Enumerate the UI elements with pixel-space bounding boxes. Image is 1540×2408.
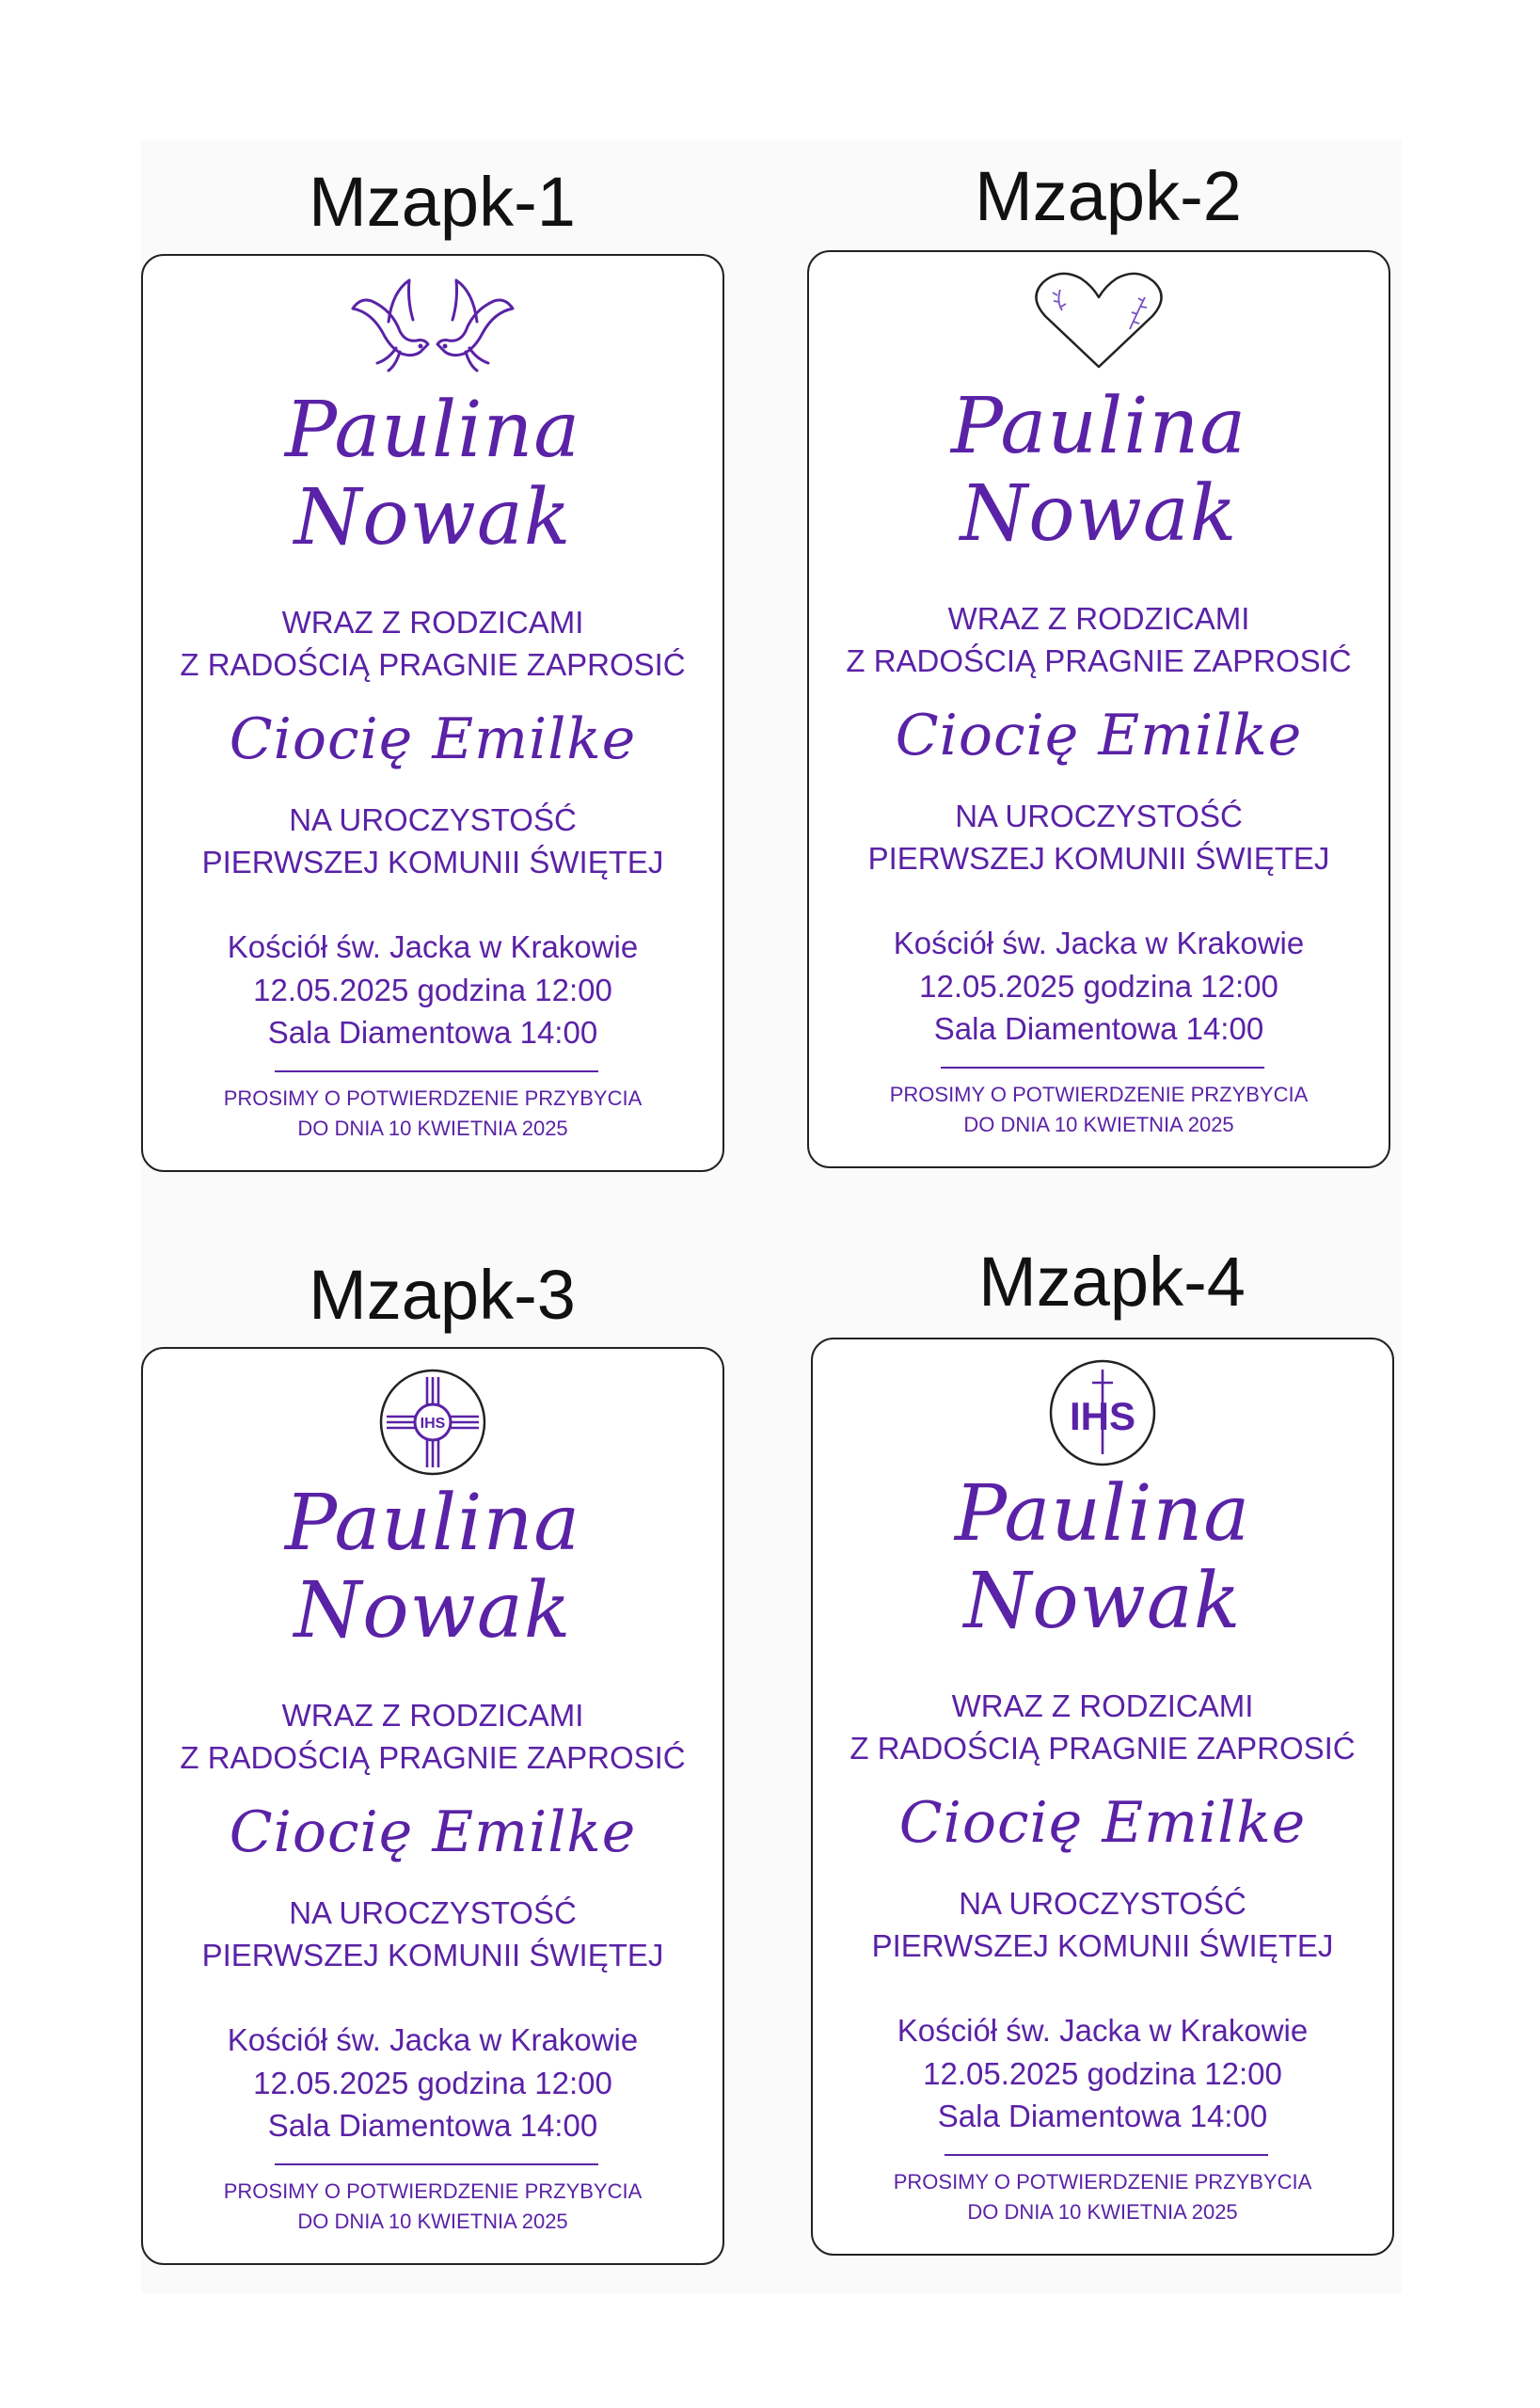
rsvp-text: PROSIMY O POTWIERDZENIE PRZYBYCIA DO DNIA 10 KWIETNIA 2025 xyxy=(223,2179,643,2233)
divider xyxy=(945,2154,1268,2156)
invitation-card xyxy=(807,250,1390,1168)
child-first-name: Paulina xyxy=(284,386,581,475)
ihs-monogram-icon xyxy=(813,1356,1392,1469)
event-text: NA UROCZYSTOŚĆ PIERWSZEJ KOMUNII ŚWIĘTEJ xyxy=(867,799,1330,876)
venue-details: Kościół św. Jacka w Krakowie 12.05.2025 godzina 12:00 Sala Diamentowa 14:00 xyxy=(227,2022,639,2144)
guest-name: Ciocię Emilke xyxy=(229,706,637,772)
event-text: NA UROCZYSTOŚĆ PIERWSZEJ KOMUNII ŚWIĘTEJ xyxy=(871,1886,1334,1963)
divider xyxy=(941,1067,1264,1069)
svg-text:IHS: IHS xyxy=(1069,1394,1136,1438)
child-first-name: Paulina xyxy=(284,1479,581,1568)
design-title: Mzapk-2 xyxy=(975,157,1242,235)
event-text: NA UROCZYSTOŚĆ PIERWSZEJ KOMUNII ŚWIĘTEJ xyxy=(201,802,664,879)
venue-details: Kościół św. Jacka w Krakowie 12.05.2025 godzina 12:00 Sala Diamentowa 14:00 xyxy=(897,2013,1309,2134)
child-last-name: Nowak xyxy=(294,1566,572,1656)
doves-icon xyxy=(143,273,722,386)
child-first-name: Paulina xyxy=(954,1469,1251,1559)
design-title: Mzapk-3 xyxy=(309,1256,576,1334)
rsvp-text: PROSIMY O POTWIERDZENIE PRZYBYCIA DO DNIA 10 KWIETNIA 2025 xyxy=(889,1083,1309,1136)
divider xyxy=(275,2163,598,2165)
child-last-name: Nowak xyxy=(963,1557,1242,1646)
guest-name: Ciocię Emilke xyxy=(898,1790,1307,1856)
product-sheet xyxy=(141,139,1402,2293)
guest-name: Ciocię Emilke xyxy=(895,703,1303,768)
invitation-card xyxy=(141,254,724,1172)
child-last-name: Nowak xyxy=(294,473,572,562)
venue-details: Kościół św. Jacka w Krakowie 12.05.2025 godzina 12:00 Sala Diamentowa 14:00 xyxy=(227,929,639,1051)
design-title: Mzapk-4 xyxy=(978,1243,1246,1321)
invitation-card xyxy=(811,1338,1394,2256)
ihs-cross-icon xyxy=(143,1366,722,1479)
invite-text: WRAZ Z RODZICAMI Z RADOŚCIĄ PRAGNIE ZAPROSIĆ xyxy=(849,1688,1356,1766)
event-text: NA UROCZYSTOŚĆ PIERWSZEJ KOMUNII ŚWIĘTEJ xyxy=(201,1895,664,1972)
child-last-name: Nowak xyxy=(960,469,1238,559)
svg-text:IHS: IHS xyxy=(420,1416,446,1432)
child-first-name: Paulina xyxy=(950,382,1247,471)
divider xyxy=(275,1070,598,1072)
venue-details: Kościół św. Jacka w Krakowie 12.05.2025 godzina 12:00 Sala Diamentowa 14:00 xyxy=(893,926,1305,1047)
heart-icon xyxy=(809,269,1389,382)
invite-text: WRAZ Z RODZICAMI Z RADOŚCIĄ PRAGNIE ZAPROSIĆ xyxy=(180,1698,686,1775)
invitation-card xyxy=(141,1347,724,2265)
invite-text: WRAZ Z RODZICAMI Z RADOŚCIĄ PRAGNIE ZAPROSIĆ xyxy=(180,605,686,682)
design-title: Mzapk-1 xyxy=(309,163,576,241)
rsvp-text: PROSIMY O POTWIERDZENIE PRZYBYCIA DO DNIA 10 KWIETNIA 2025 xyxy=(223,1086,643,1140)
invite-text: WRAZ Z RODZICAMI Z RADOŚCIĄ PRAGNIE ZAPROSIĆ xyxy=(846,601,1352,678)
guest-name: Ciocię Emilke xyxy=(229,1799,637,1865)
rsvp-text: PROSIMY O POTWIERDZENIE PRZYBYCIA DO DNIA 10 KWIETNIA 2025 xyxy=(893,2170,1312,2224)
